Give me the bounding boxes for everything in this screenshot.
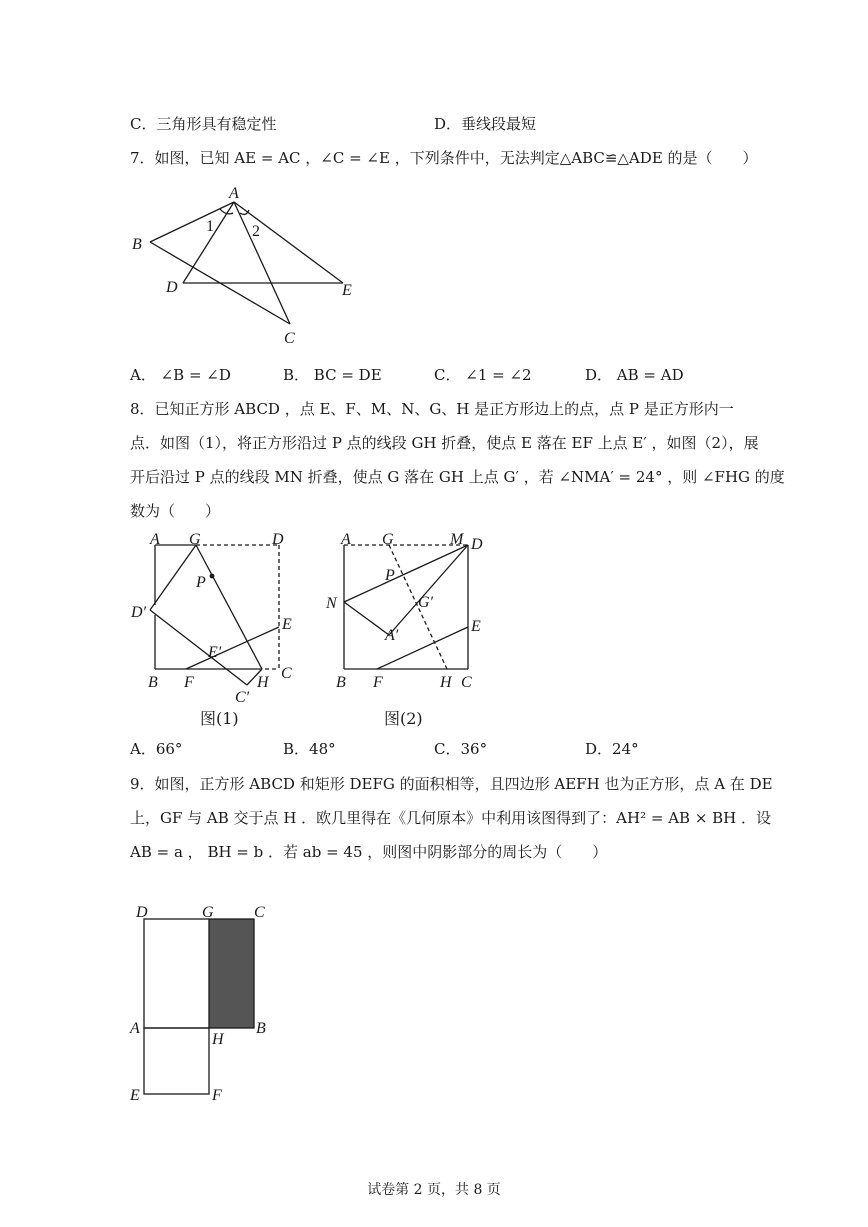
q9-label-e: E	[130, 1087, 140, 1104]
q7-option-a: A． ∠B = ∠D	[130, 366, 231, 384]
q7-label-c: C	[284, 330, 295, 347]
q8-line-4: 数为（ ）	[130, 502, 221, 520]
q7-label-b: B	[132, 236, 142, 253]
q9-label-b: B	[256, 1020, 266, 1037]
q8f1-label-b: B	[148, 674, 158, 691]
q9-label-h: H	[212, 1031, 224, 1048]
q8-figure-1-caption: 图(1)	[200, 709, 239, 728]
q7-option-c: C． ∠1 = ∠2	[434, 366, 532, 384]
q8-line-2: 点．如图（1），将正方形沿过 P 点的线段 GH 折叠，使点 E 落在 EF 上点 E′ ，如图（2），展	[130, 434, 759, 452]
q7-stem: 7．如图，已知 AE = AC ，∠C = ∠E ，下列条件中，无法判定△ABC≌△ADE 的是（ ）	[130, 149, 758, 167]
q8-option-b: B．48°	[283, 740, 336, 758]
q8f1-label-eprime: E′	[208, 644, 222, 661]
q7-label-2: 2	[252, 223, 260, 240]
q8-option-c: C．36°	[434, 740, 488, 758]
q8f2-label-f: F	[373, 674, 383, 691]
q8f1-label-f: F	[184, 674, 194, 691]
q8f2-label-a: A	[341, 531, 351, 548]
q8f1-label-e: E	[282, 616, 292, 633]
q8f2-label-p: P	[385, 567, 395, 584]
q8f1-label-a: A	[150, 531, 160, 548]
q8f1-label-cprime: C′	[235, 689, 250, 706]
q8-line-1: 8．已知正方形 ABCD ，点 E、F、M、N、G、H 是正方形边上的点，点 P 是正方形内一	[130, 400, 734, 418]
q7-label-1: 1	[206, 218, 214, 235]
q8f2-label-h: H	[440, 674, 452, 691]
page-footer: 试卷第 2 页，共 8 页	[367, 1182, 501, 1198]
q9-label-f: F	[212, 1087, 222, 1104]
q7-option-b: B． BC = DE	[283, 366, 382, 384]
q7-option-d: D． AB = AD	[585, 366, 684, 384]
q8-line-3: 开后沿过 P 点的线段 MN 折叠，使点 G 落在 GH 上点 G′ ，若 ∠NMA′ = 24° ，则 ∠FHG 的度	[130, 468, 785, 486]
q9-label-g: G	[202, 904, 214, 921]
q7-label-e: E	[342, 282, 352, 299]
q8f1-label-g: G	[189, 531, 201, 548]
q9-label-a: A	[130, 1020, 140, 1037]
q8f2-label-c: C	[461, 674, 472, 691]
q7-label-a: A	[229, 185, 239, 202]
q8-figure-2-caption: 图(2)	[384, 709, 423, 728]
q8f2-label-n: N	[326, 595, 337, 612]
q8f2-label-aprime: A′	[385, 627, 399, 644]
q6-option-d: D．垂线段最短	[434, 115, 537, 133]
q6-option-c: C．三角形具有稳定性	[130, 115, 277, 133]
q9-line-1: 9．如图，正方形 ABCD 和矩形 DEFG 的面积相等，且四边形 AEFH 也为正方形，点 A 在 DE	[130, 775, 773, 793]
q8f2-label-gprime: G′	[418, 594, 434, 611]
q8f1-label-d: D	[272, 531, 284, 548]
q9-line-3: AB = a ， BH = b ．若 ab = 45 ，则图中阴影部分的周长为（ ）	[130, 843, 608, 861]
q9-label-d: D	[136, 904, 148, 921]
q8f2-label-e: E	[471, 618, 481, 635]
q8f1-label-dprime: D′	[131, 604, 147, 621]
q9-label-c: C	[254, 904, 265, 921]
q8-option-a: A．66°	[130, 740, 183, 758]
q8f2-label-d: D	[471, 536, 483, 553]
q8f1-label-c: C	[281, 665, 292, 682]
q9-shaded-rectangle	[209, 919, 254, 1028]
q8f2-label-b: B	[336, 674, 346, 691]
q8f2-label-g: G	[382, 531, 394, 548]
q8f2-label-m: M	[450, 531, 464, 548]
q9-line-2: 上，GF 与 AB 交于点 H ．欧几里得在《几何原本》中利用该图得到了：AH² = AB × BH ．设	[130, 809, 772, 827]
q7-label-d: D	[166, 279, 178, 296]
q8f1-label-p: P	[196, 574, 206, 591]
q8f1-label-h: H	[257, 674, 269, 691]
q8-option-d: D．24°	[585, 740, 639, 758]
